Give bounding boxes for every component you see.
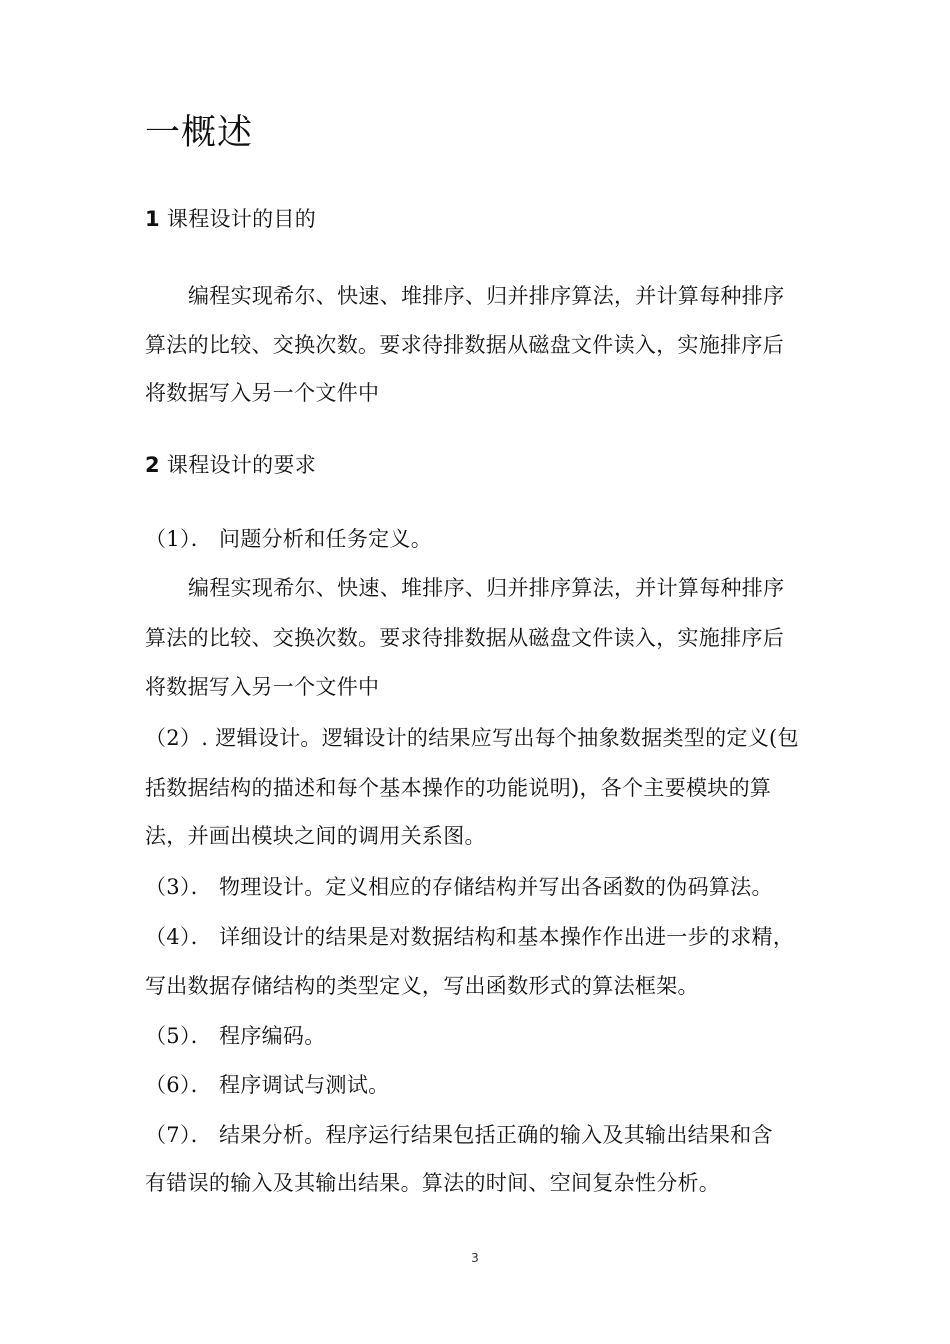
requirement-item-4-line-2: 写出数据存储结构的类型定义，写出函数形式的算法框架。 — [145, 974, 699, 998]
requirement-item-1-paragraph-line-1: 编程实现希尔、快速、堆排序、归并排序算法，并计算每种排序 — [188, 576, 785, 600]
section-1-paragraph-line-3: 将数据写入另一个文件中 — [145, 381, 380, 405]
section-1-title: 课程设计的目的 — [166, 207, 317, 231]
section-1-paragraph-line-1: 编程实现希尔、快速、堆排序、归并排序算法，并计算每种排序 — [188, 284, 785, 308]
section-2-title: 课程设计的要求 — [166, 453, 317, 477]
requirement-item-7-line-2: 有错误的输入及其输出结果。算法的时间、空间复杂性分析。 — [145, 1171, 721, 1195]
requirement-item-4-line-1: （4）． 详细设计的结果是对数据结构和基本操作作出进一步的求精， — [145, 925, 795, 949]
requirement-item-2-line-1: （2）. 逻辑设计。逻辑设计的结果应写出每个抽象数据类型的定义(包 — [145, 726, 799, 750]
section-1-number: 1 — [145, 207, 160, 231]
section-2-heading — [145, 450, 316, 480]
page-number: 3 — [471, 1251, 479, 1265]
requirement-item-7-line-1: （7）． 结果分析。程序运行结果包括正确的输入及其输出结果和含 — [145, 1123, 773, 1147]
requirement-item-3: （3）． 物理设计。定义相应的存储结构并写出各函数的伪码算法。 — [145, 875, 773, 899]
requirement-item-1-paragraph-line-3: 将数据写入另一个文件中 — [145, 675, 380, 699]
requirement-item-2-line-2: 括数据结构的描述和每个基本操作的功能说明)，各个主要模块的算 — [145, 776, 772, 800]
page-title: 一概述 — [145, 113, 254, 153]
requirement-item-6: （6）． 程序调试与测试。 — [145, 1073, 390, 1097]
requirement-item-2-line-3: 法，并画出模块之间的调用关系图。 — [145, 824, 486, 848]
requirement-item-1-paragraph-line-2: 算法的比较、交换次数。要求待排数据从磁盘文件读入，实施排序后 — [145, 626, 784, 650]
section-2-number: 2 — [145, 453, 160, 477]
requirement-item-5: （5）． 程序编码。 — [145, 1024, 326, 1048]
section-1-paragraph-line-2: 算法的比较、交换次数。要求待排数据从磁盘文件读入，实施排序后 — [145, 333, 784, 357]
requirement-item-1: （1）． 问题分析和任务定义。 — [145, 527, 433, 551]
section-1-heading — [145, 204, 316, 234]
